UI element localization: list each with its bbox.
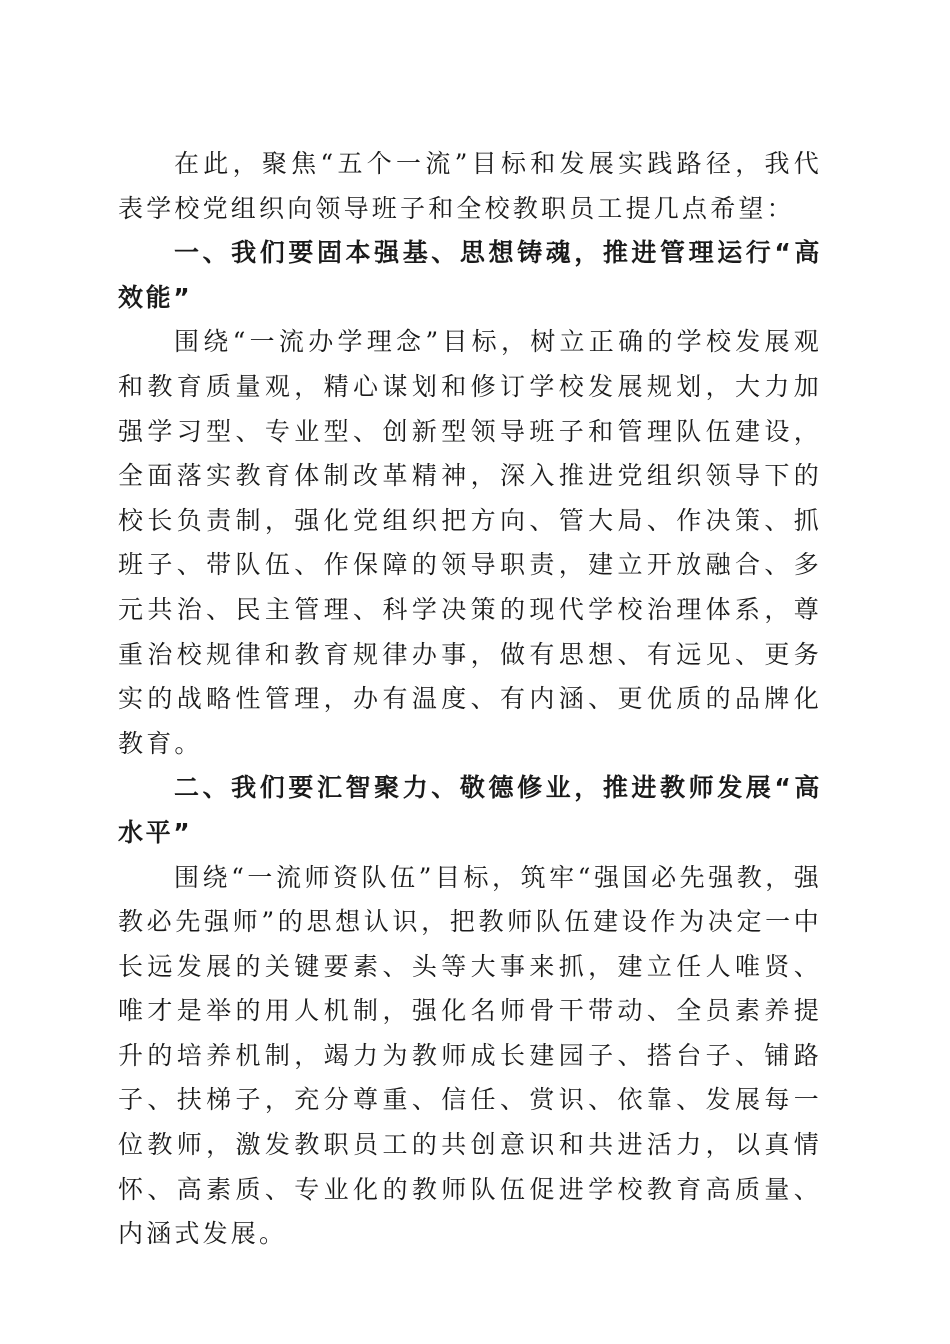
- section-1-heading: 一、我们要固本强基、思想铸魂，推进管理运行“高效能”: [118, 238, 822, 312]
- section-2-body: 围绕“一流师资队伍”目标，筑牢“强国必先强教，强教必先强师”的思想认识，把教师队伍建设作为决定一中长远发展的关键要素、头等大事来抓，建立任人唯贤、唯才是举的用人机制，强化名师骨干带动、全员素养提升的培养机制，竭力为教师成长建园子、搭台子、铺路子、扶梯子，充分尊重、信任、赏识、依靠、发展每一位教师，激发教职员工的共创意识和共进活力，以真情怀、高素质、专业化的教师队伍促进学校教育高质量、内涵式发展。: [118, 862, 822, 1249]
- intro-paragraph: 在此，聚焦“五个一流”目标和发展实践路径，我代表学校党组织向领导班子和全校教职员工提几点希望：: [118, 149, 822, 223]
- document-body: [118, 142, 822, 1257]
- section-2-heading: 二、我们要汇智聚力、敬德修业，推进教师发展“高水平”: [118, 773, 822, 847]
- section-1-body: 围绕“一流办学理念”目标，树立正确的学校发展观和教育质量观，精心谋划和修订学校发展规划，大力加强学习型、专业型、创新型领导班子和管理队伍建设，全面落实教育体制改革精神，深入推进党组织领导下的校长负责制，强化党组织把方向、管大局、作决策、抓班子、带队伍、作保障的领导职责，建立开放融合、多元共治、民主管理、科学决策的现代学校治理体系，尊重治校规律和教育规律办事，做有思想、有远见、更务实的战略性管理，办有温度、有内涵、更优质的品牌化教育。: [118, 327, 822, 758]
